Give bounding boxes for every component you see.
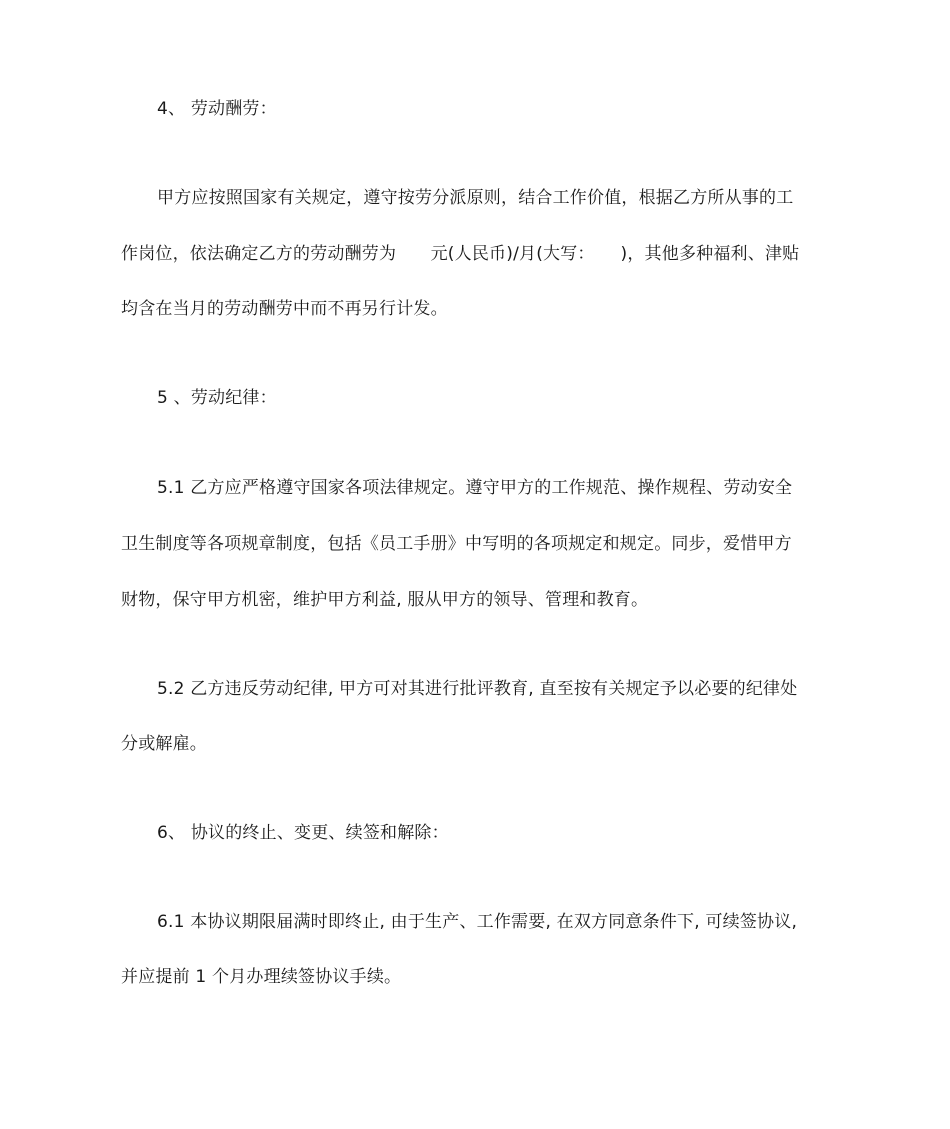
paragraph-line: 卫生制度等各项规章制度，包括《员工手册》中写明的各项规定和规定。同步，爱惜甲方 <box>121 534 792 554</box>
section-heading-4: 4、 劳动酬劳： <box>157 99 277 119</box>
paragraph-line: 6.1 本协议期限届满时即终止, 由于生产、工作需要, 在双方同意条件下, 可续签协议, <box>157 912 798 932</box>
paragraph-line: 分或解雇。 <box>121 734 207 754</box>
paragraph-line: 财物，保守甲方机密，维护甲方利益, 服从甲方的领导、管理和教育。 <box>121 590 649 610</box>
paragraph-line: 均含在当月的劳动酬劳中而不再另行计发。 <box>121 299 448 319</box>
paragraph-line: 5.2 乙方违反劳动纪律, 甲方可对其进行批评教育, 直至按有关规定予以必要的纪律处 <box>157 679 798 699</box>
paragraph-line: 5.1 乙方应严格遵守国家各项法律规定。遵守甲方的工作规范、操作规程、劳动安全 <box>157 478 793 498</box>
section-heading-5: 5 、劳动纪律： <box>157 388 277 408</box>
paragraph-line: 并应提前 1 个月办理续签协议手续。 <box>121 967 402 987</box>
section-heading-6: 6、 协议的终止、变更、续签和解除： <box>157 823 449 843</box>
paragraph-line: 作岗位，依法确定乙方的劳动酬劳为 元(人民币)/月(大写： )，其他多种福利、津贴 <box>121 244 800 264</box>
paragraph-line: 甲方应按照国家有关规定，遵守按劳分派原则，结合工作价值，根据乙方所从事的工 <box>157 188 794 208</box>
